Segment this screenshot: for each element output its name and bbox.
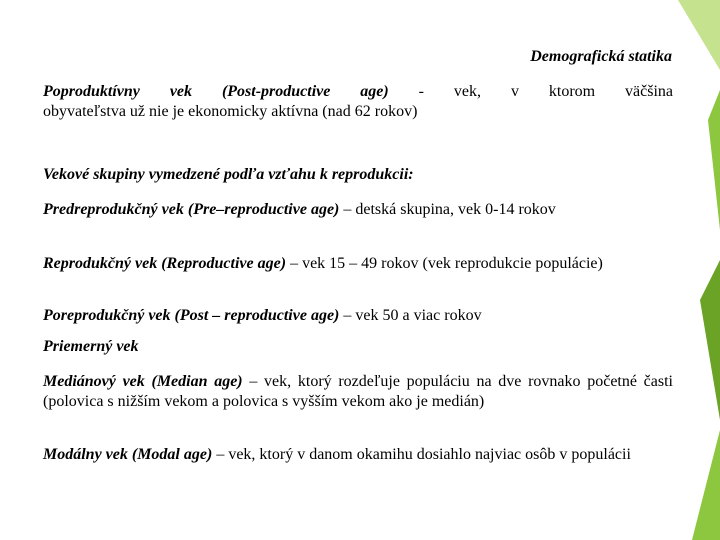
green-shape-low	[700, 260, 720, 420]
term-postreproductive: Poreprodukčný vek (Post – reproductive age)	[43, 307, 340, 324]
term-median-age: Mediánový vek (Median age)	[43, 373, 243, 390]
green-shape-bottom	[692, 430, 720, 540]
green-shape-mid	[708, 90, 720, 230]
postproductive-desc-1: - vek, v ktorom väčšina	[388, 83, 673, 100]
modal-age-desc: – vek, ktorý v danom okamihu dosiahlo najviac osôb v populácii	[212, 446, 631, 463]
paragraph-postreproductive	[43, 306, 673, 326]
reproductive-desc: – vek 15 – 49 rokov (vek reprodukcie populácie)	[286, 255, 603, 272]
slide-title: Demografická statika	[530, 48, 672, 65]
prereproductive-desc: – detská skupina, vek 0-14 rokov	[339, 201, 556, 218]
postreproductive-desc: – vek 50 a viac rokov	[339, 307, 482, 324]
paragraph-prereproductive	[43, 200, 673, 220]
paragraph-reproductive	[43, 254, 673, 274]
term-modal-age: Modálny vek (Modal age)	[43, 446, 213, 463]
paragraph-postproductive-line2: obyvateľstva už nie je ekonomicky aktívna (nad 62 rokov)	[43, 103, 418, 120]
paragraph-postproductive-line1	[43, 82, 673, 102]
green-shape-top	[678, 0, 720, 70]
term-reproductive: Reprodukčný vek (Reproductive age)	[43, 255, 287, 272]
paragraph-modal-age	[43, 445, 673, 465]
paragraph-median-age	[43, 372, 673, 412]
heading-average-age: Priemerný vek	[43, 338, 139, 355]
term-postproductive: Poproduktívny vek (Post-productive age)	[43, 83, 389, 100]
heading-age-groups: Vekové skupiny vymedzené podľa vzťahu k reprodukcii:	[43, 166, 414, 183]
median-age-desc: – vek, ktorý rozdeľuje populáciu na dve rovnako početné časti (polovica s nižším vekom a polovica s vyšším vekom ako je medián)	[43, 373, 673, 410]
term-prereproductive: Predreprodukčný vek (Pre–reproductive age)	[43, 201, 340, 218]
